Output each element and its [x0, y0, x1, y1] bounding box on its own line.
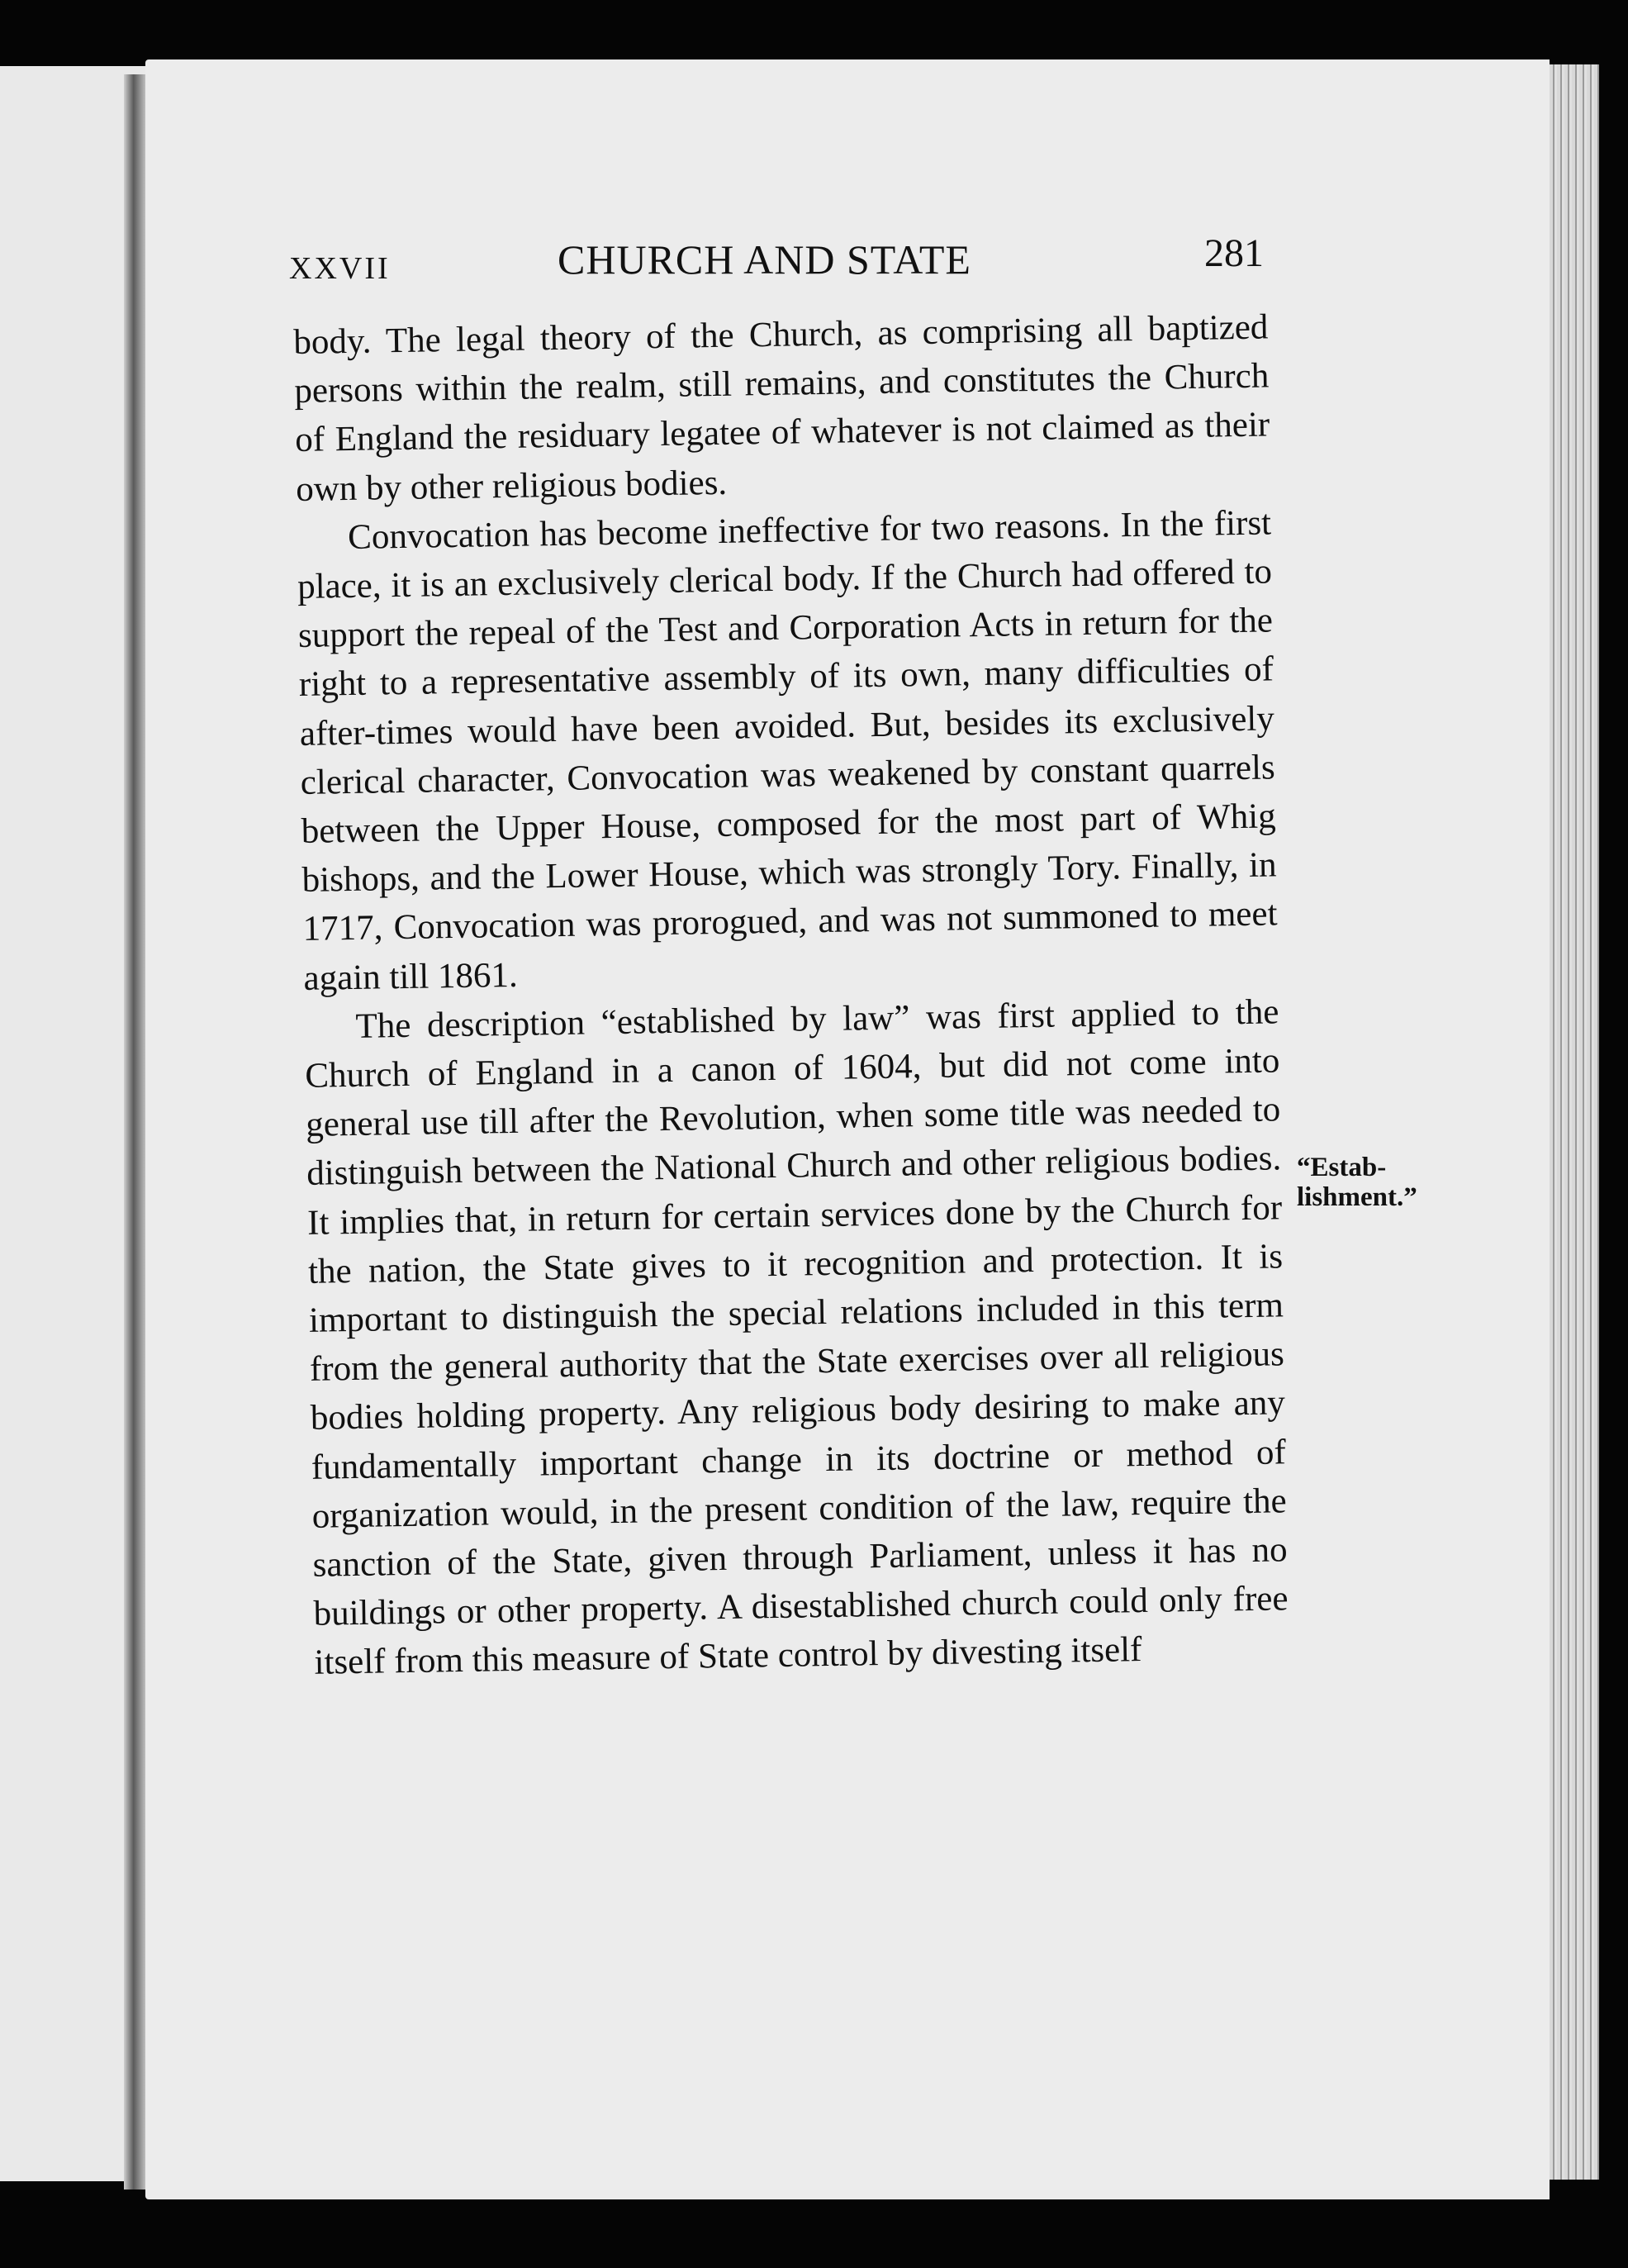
margin-note-line: lishment.”	[1297, 1182, 1417, 1212]
margin-note	[1297, 1153, 1445, 1212]
running-title: CHURCH AND STATE	[558, 236, 971, 283]
page-number: 281	[1204, 231, 1264, 275]
paragraph: body. The legal theory of the Church, as comprising all baptized persons within the realm, still remains, and constitutes the Church of England the residuary legatee of whatever is not claimed as their own by other religious bodies.	[293, 307, 1270, 509]
paragraph: Convocation has become ineffective for two reasons. In the first place, it is an exclusively clerical body. If the Church had offered to support the repeal of the Test and Corporation Acts in return for the right to a representative assembly of its own, many difficulties of after-times would have been avoided. But, besides its exclusively clerical character, Convocation was weakened by constant quarrels between the Upper House, composed for the most part of Whig bishops, and the Lower House, which was strongly Tory. Finally, in 1717, Convocation was prorogued, and was not summoned to meet again till 1861.	[297, 503, 1278, 998]
chapter-number: XXVII	[289, 251, 391, 286]
margin-note-line: “Estab-	[1297, 1153, 1387, 1182]
paragraph: The description “established by law” was first applied to the Church of England in a canon of 1604, but did not come into general use till after the Revolution, when some title was needed to distinguish between the National Church and other religious bodies. It implies that, in return for certain services done by the Church for the nation, the State gives to it recognition and protection. It is important to distinguish the special relations included in this term from the general authority that the State exercises over all religious bodies holding property. Any religious body desiring to make any fundamentally important change in its doctrine or method of organization would, in the present condition of the law, require the sanction of the State, given through Parliament, unless it has no buildings or other property. A disestablished church could only free itself from this measure of State control by divesting itself	[305, 992, 1289, 1683]
book-gutter	[124, 74, 145, 2190]
running-head	[289, 231, 1264, 293]
body-text	[293, 302, 1289, 1687]
page-stack-edge	[1550, 64, 1599, 2180]
